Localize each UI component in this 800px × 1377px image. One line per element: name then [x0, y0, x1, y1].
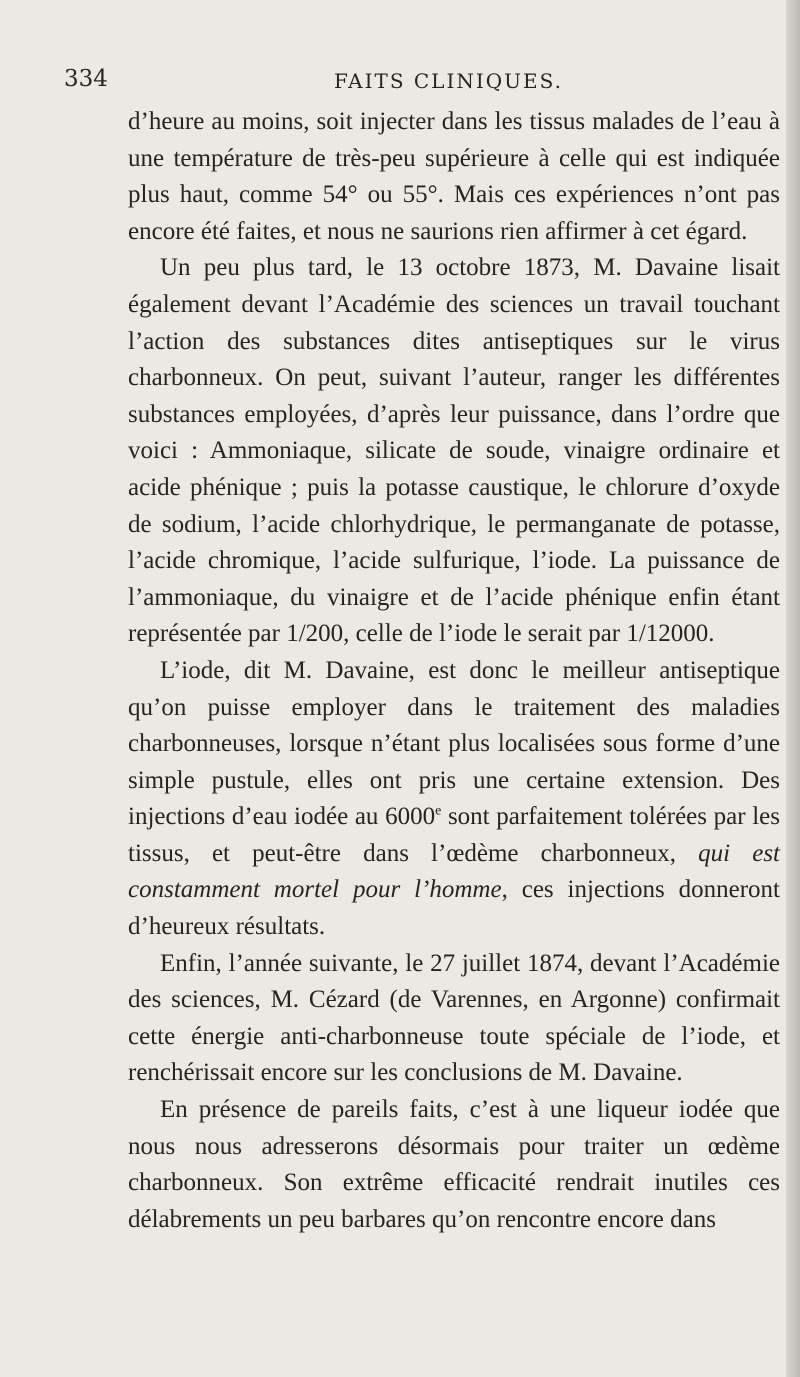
running-title: FAITS CLINIQUES. — [334, 69, 563, 93]
italic-phrase: qui est constamment mortel pour l’homme — [128, 839, 781, 904]
paragraph-text: sont parfaitement tolérées par les tissus, et peut-être dans l’œdème charbonneux, — [128, 803, 780, 867]
body-text — [128, 104, 780, 1238]
page-header — [0, 62, 800, 96]
superscript: e — [435, 803, 442, 819]
page-number: 334 — [64, 66, 108, 92]
paragraph: Enfin, l’année suivante, le 27 juillet 1874, devant l’Académie des sciences, M. Cézard (de Varennes, en Argonne) confirmait cette énergie anti-charbonneuse toute spéciale de l’iode, et renchérissait encore sur les conclusions de M. Davaine. — [128, 949, 780, 1087]
paragraph-text: L’iode, dit M. Davaine, est donc le meilleur antiseptique qu’on puisse employer dans le traitement des maladies charbonneuses, lorsque n’étant plus localisées sous forme d’une simple pustule, elles ont pris une certaine extension. Des injections d’eau iodée au 6000 — [128, 656, 780, 831]
paragraph: d’heure au moins, soit injecter dans les tissus malades de l’eau à une température de très-peu supérieure à celle qui est indiquée plus haut, comme 54° ou 55°. Mais ces expériences n’ont pas encore été faites, et nous ne saurions rien affirmer à cet égard. — [128, 108, 780, 245]
paragraph — [128, 653, 780, 946]
paragraph: Un peu plus tard, le 13 octobre 1873, M. Davaine lisait également devant l’Académie des sciences un travail touchant l’action des substances dites antiseptiques sur le virus charbonneux. On peut, suivant l’auteur, ranger les différentes substances employées, d’après leur puissance, dans l’ordre que voici : Ammoniaque, silicate de soude, vinaigre ordinaire et acide phénique ; puis la potasse caustique, le chlorure d’oxyde de sodium, l’acide chlorhydrique, le permanganate de potasse, l’acide chromique, l’acide sulfurique, l’iode. La puissance de l’ammoniaque, du vinaigre et de l’acide phénique enfin étant représentée par 1/200, celle de l’iode le serait par 1/12000. — [128, 254, 780, 648]
page-edge — [786, 0, 800, 1377]
paragraph: En présence de pareils faits, c’est à une liqueur iodée que nous nous adresserons désormais pour traiter un œdème charbonneux. Son extrême efficacité rendrait inutiles ces délabrements un peu barbares qu’on rencontre encore dans — [128, 1096, 780, 1233]
paragraph-text: , ces injections donneront d’heureux résultats. — [128, 876, 780, 941]
